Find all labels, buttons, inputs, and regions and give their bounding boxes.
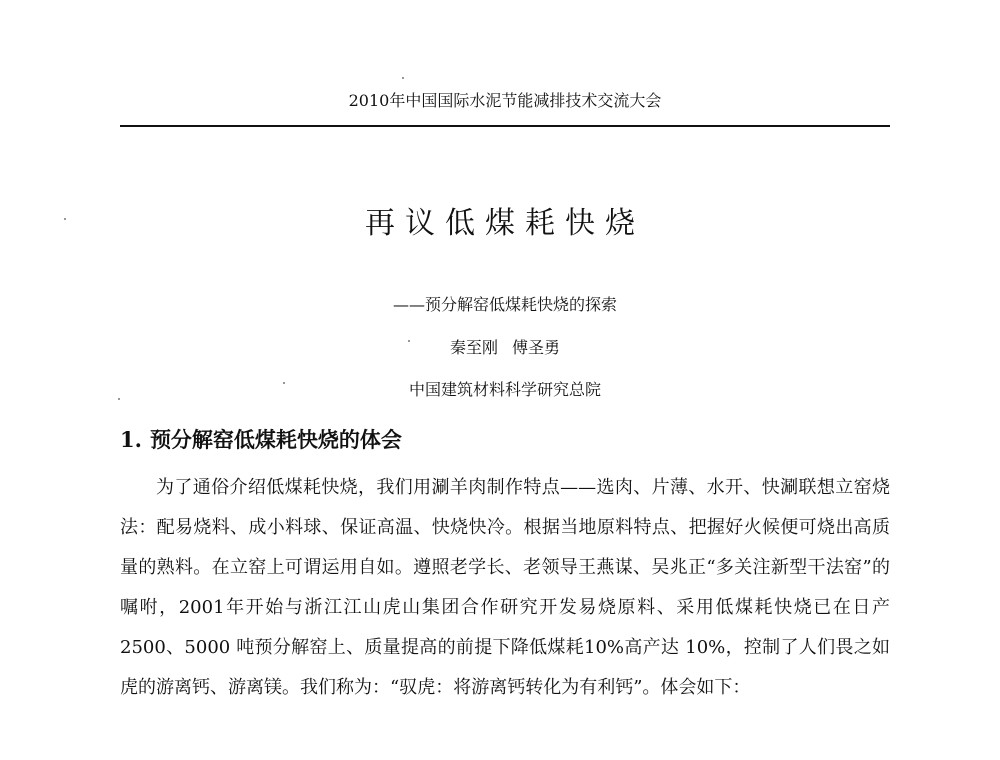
header-rule [120, 125, 890, 127]
scan-speck [64, 218, 66, 220]
paper-title: 再议低煤耗快烧 [365, 206, 645, 241]
section-heading [120, 424, 890, 454]
section-heading-text: 预分解窑低煤耗快烧的体会 [149, 427, 402, 452]
paper-subtitle: ——预分解窑低煤耗快烧的探索 [392, 295, 617, 314]
author-list [120, 335, 890, 358]
section-number: 1. [120, 427, 142, 452]
body-paragraph: 为了通俗介绍低煤耗快烧，我们用涮羊肉制作特点——选肉、片薄、水开、快涮联想立窑烧法：配易烧料、成小料球、保证高温、快烧快冷。根据当地原料特点、把握好火候便可烧出高质量的熟料。在立窑上可谓运用自如。遵照老学长、老领导王燕谋、吴兆正“多关注新型干法窑”的嘱咐，2001年开始与浙江江山虎山集团合作研究开发易烧原料、采用低煤耗快烧已在日产 2500、5000 吨预分解窑上、质量提高的前提下降低煤耗10%高产达 10%，控制了人们畏之如虎的游离钙、游离镁。我们称为：“驭虎：将游离钙转化为有利钙”。体会如下： [120, 477, 890, 698]
author-name: 秦至刚 [449, 338, 498, 357]
author-name: 傅圣勇 [512, 338, 561, 357]
scan-speck [402, 77, 404, 79]
author-affiliation: 中国建筑材料科学研究总院 [408, 380, 601, 399]
running-header: 2010年中国国际水泥节能减排技术交流大会 [348, 91, 662, 110]
